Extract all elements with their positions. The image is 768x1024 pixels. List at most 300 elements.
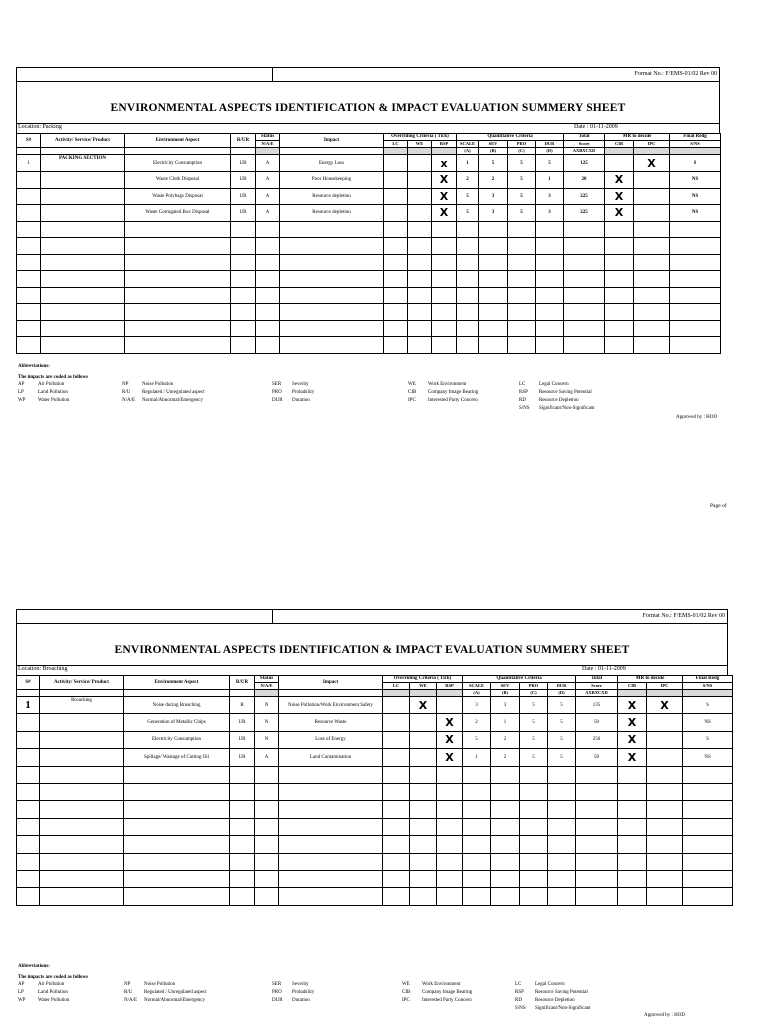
cell-lc bbox=[383, 801, 410, 818]
cell-activity: PACKING SECTION bbox=[41, 155, 125, 172]
abbreviations-grid bbox=[18, 981, 738, 1011]
cell-lc bbox=[384, 155, 408, 172]
cell-cib bbox=[618, 853, 647, 870]
cell-sev bbox=[479, 221, 508, 238]
cell-sn bbox=[17, 853, 40, 870]
cell-pro bbox=[520, 888, 548, 905]
cell-rur bbox=[231, 337, 256, 354]
abbr-entry bbox=[18, 381, 69, 389]
abbr-meaning: Legal Concern bbox=[535, 982, 565, 987]
cell-status bbox=[255, 818, 279, 835]
cell-cib: X bbox=[618, 714, 647, 731]
cell-final: S bbox=[683, 697, 733, 714]
table-row bbox=[17, 221, 721, 238]
cell-rur: UR bbox=[231, 188, 256, 205]
col-quant: Quantitative Criteria bbox=[463, 676, 576, 683]
abbr-code: RD bbox=[519, 398, 526, 403]
cell-final bbox=[670, 287, 721, 304]
cell-activity bbox=[41, 304, 125, 321]
abbr-meaning: Interested Party Concern bbox=[428, 398, 478, 403]
abbr-column bbox=[272, 381, 314, 405]
abbr-meaning: Regulated / Unregulated aspect bbox=[144, 990, 207, 995]
cell-rsp: X bbox=[432, 205, 457, 222]
col-pro-sub: (C) bbox=[520, 690, 548, 697]
cell-rsp bbox=[432, 238, 457, 255]
cell-we bbox=[410, 853, 437, 870]
cell-ipc bbox=[647, 783, 683, 800]
table-row bbox=[17, 188, 721, 205]
cell-aspect: Waste Polybags Disposal bbox=[125, 188, 231, 205]
cell-sn bbox=[17, 320, 41, 337]
cell-status: N bbox=[255, 697, 279, 714]
cell-scale bbox=[457, 337, 479, 354]
cell-dur bbox=[548, 870, 576, 887]
cell-we bbox=[410, 801, 437, 818]
abbreviations-heading: Abbreviations: bbox=[18, 364, 50, 369]
cell-rur: UR bbox=[230, 749, 255, 766]
col-we: WE bbox=[410, 683, 437, 690]
cell-status bbox=[255, 870, 279, 887]
cell-dur bbox=[536, 287, 564, 304]
cell-rur: UR bbox=[230, 731, 255, 748]
cell-lc bbox=[383, 749, 410, 766]
impacts-coded-label: The impacts are coded as follows bbox=[18, 975, 89, 980]
cell-dur: 3 bbox=[536, 205, 564, 222]
cell-pro bbox=[508, 271, 536, 288]
cell-lc bbox=[384, 337, 408, 354]
cell-rur bbox=[230, 870, 255, 887]
cell-ipc bbox=[647, 801, 683, 818]
cell-lc bbox=[384, 304, 408, 321]
cell-lc bbox=[384, 320, 408, 337]
cell-activity bbox=[40, 714, 124, 731]
cell-final bbox=[670, 304, 721, 321]
cell-status bbox=[255, 801, 279, 818]
cell-aspect bbox=[125, 287, 231, 304]
col-mr: MR to decide bbox=[605, 134, 670, 141]
cell-sn bbox=[17, 870, 40, 887]
cell-rur bbox=[230, 801, 255, 818]
cell-sev bbox=[479, 337, 508, 354]
cell-sn bbox=[17, 818, 40, 835]
abbr-code: N/A/E bbox=[122, 398, 136, 403]
cell-impact bbox=[280, 287, 384, 304]
cell-final bbox=[683, 818, 733, 835]
abbr-meaning: Company Image Bearing bbox=[428, 390, 479, 395]
cell-pro: 5 bbox=[508, 155, 536, 172]
location-label: Location: Packing bbox=[18, 124, 62, 130]
cell-rsp bbox=[437, 801, 463, 818]
table-row bbox=[17, 853, 733, 870]
abbr-meaning: Resource Saving Potential bbox=[535, 990, 588, 995]
table-row bbox=[17, 205, 721, 222]
cell-cib bbox=[605, 221, 634, 238]
col-final-sub: S/NS bbox=[670, 141, 721, 148]
col-cib: CIB bbox=[618, 683, 647, 690]
cell-pro bbox=[520, 853, 548, 870]
cell-lc bbox=[383, 783, 410, 800]
cell-sev: 3 bbox=[479, 188, 508, 205]
cell-status: A bbox=[256, 205, 280, 222]
cell-total bbox=[576, 870, 618, 887]
cell-status bbox=[256, 337, 280, 354]
cell-rsp: X bbox=[437, 731, 463, 748]
col-dur-sub: (D) bbox=[536, 148, 564, 155]
abbr-code: N/A/E bbox=[124, 998, 138, 1003]
cell-final bbox=[670, 337, 721, 354]
cell-impact bbox=[280, 337, 384, 354]
cell-we bbox=[408, 155, 432, 172]
cell-scale: 5 bbox=[457, 205, 479, 222]
cell-sev bbox=[491, 870, 520, 887]
cell-pro bbox=[520, 766, 548, 783]
cell-sn bbox=[17, 888, 40, 905]
evaluation-table bbox=[16, 675, 733, 906]
col-sev-sub: (B) bbox=[491, 690, 520, 697]
cell-sev bbox=[491, 818, 520, 835]
abbr-code: WP bbox=[18, 998, 26, 1003]
cell-pro bbox=[520, 836, 548, 853]
cell-total bbox=[564, 254, 605, 271]
cell-rsp bbox=[432, 254, 457, 271]
cell-rur bbox=[231, 320, 256, 337]
col-pro: PRO bbox=[508, 141, 536, 148]
cell-final: NS bbox=[670, 188, 721, 205]
abbr-code: PRO bbox=[272, 390, 282, 395]
cell-activity bbox=[40, 766, 124, 783]
cell-impact bbox=[279, 853, 383, 870]
cell-status bbox=[256, 320, 280, 337]
cell-sn bbox=[17, 238, 41, 255]
cell-total: 225 bbox=[564, 205, 605, 222]
cell-status bbox=[256, 221, 280, 238]
abbr-meaning: Significant/Non-Significant bbox=[539, 406, 595, 411]
col-rsp: RSP bbox=[432, 141, 457, 148]
col-ipc: IPC bbox=[634, 141, 670, 148]
cell-aspect bbox=[125, 254, 231, 271]
table-row bbox=[17, 714, 733, 731]
cell-impact bbox=[280, 254, 384, 271]
abbr-entry bbox=[408, 381, 478, 389]
cell-rur bbox=[231, 254, 256, 271]
cell-total bbox=[564, 221, 605, 238]
col-rsp: RSP bbox=[437, 683, 463, 690]
cell-lc bbox=[384, 221, 408, 238]
cell-final bbox=[683, 888, 733, 905]
cell-sn bbox=[17, 714, 40, 731]
cell-impact bbox=[279, 888, 383, 905]
cell-we bbox=[408, 238, 432, 255]
cell-scale bbox=[463, 870, 491, 887]
cell-rsp bbox=[432, 304, 457, 321]
cell-sev bbox=[479, 304, 508, 321]
table-row bbox=[17, 271, 721, 288]
cell-aspect bbox=[125, 238, 231, 255]
cell-dur bbox=[548, 783, 576, 800]
abbr-code: RD bbox=[515, 998, 522, 1003]
cell-we bbox=[408, 254, 432, 271]
abbr-code: IPC bbox=[402, 998, 410, 1003]
abbr-column bbox=[18, 981, 69, 1005]
abbr-entry bbox=[408, 389, 478, 397]
cell-impact: Noise Pollution/Work Environment Safety bbox=[279, 697, 383, 714]
cell-activity bbox=[40, 783, 124, 800]
cell-rur bbox=[230, 818, 255, 835]
cell-scale bbox=[457, 238, 479, 255]
cell-we: X bbox=[410, 697, 437, 714]
cell-status: A bbox=[255, 749, 279, 766]
table-row bbox=[17, 888, 733, 905]
cell-cib bbox=[618, 783, 647, 800]
cell-aspect bbox=[124, 818, 230, 835]
cell-rsp bbox=[437, 697, 463, 714]
cell-final bbox=[670, 271, 721, 288]
abbr-entry bbox=[124, 989, 207, 997]
cell-activity bbox=[40, 870, 124, 887]
cell-aspect bbox=[125, 221, 231, 238]
table-row bbox=[17, 783, 733, 800]
cell-activity bbox=[40, 801, 124, 818]
cell-lc bbox=[383, 714, 410, 731]
table-row bbox=[17, 731, 733, 748]
cell-impact bbox=[280, 271, 384, 288]
cell-sn bbox=[17, 337, 41, 354]
abbr-code: LP bbox=[18, 390, 24, 395]
abbr-code: WE bbox=[402, 982, 410, 987]
col-dur-sub: (D) bbox=[548, 690, 576, 697]
abbr-code: LC bbox=[519, 382, 526, 387]
abbr-meaning: Probability bbox=[292, 990, 315, 995]
col-quant: Quantitative Criteria bbox=[457, 134, 564, 141]
abbr-code: NP bbox=[124, 982, 131, 987]
cell-activity bbox=[41, 287, 125, 304]
cell-impact bbox=[280, 320, 384, 337]
abbr-code: SER bbox=[272, 382, 282, 387]
cell-dur bbox=[536, 271, 564, 288]
cell-lc bbox=[384, 188, 408, 205]
cell-sn bbox=[17, 172, 41, 189]
abbr-entry bbox=[122, 381, 205, 389]
cell-rur bbox=[230, 853, 255, 870]
abbr-code: LC bbox=[515, 982, 522, 987]
cell-lc bbox=[384, 172, 408, 189]
cell-scale bbox=[457, 254, 479, 271]
table-row bbox=[17, 749, 733, 766]
cell-we bbox=[410, 870, 437, 887]
cell-ipc bbox=[634, 337, 670, 354]
cell-sn bbox=[17, 749, 40, 766]
cell-rur: UR bbox=[231, 155, 256, 172]
abbr-column bbox=[124, 981, 207, 1005]
cell-we bbox=[408, 172, 432, 189]
cell-status: N bbox=[255, 731, 279, 748]
cell-aspect: Noise during Broaching bbox=[124, 697, 230, 714]
cell-sev bbox=[491, 836, 520, 853]
cell-rur bbox=[231, 238, 256, 255]
sheet-header bbox=[16, 67, 720, 133]
cell-we bbox=[408, 337, 432, 354]
cell-total: 50 bbox=[576, 714, 618, 731]
cell-total bbox=[576, 801, 618, 818]
cell-aspect bbox=[125, 304, 231, 321]
cell-dur bbox=[548, 766, 576, 783]
cell-scale bbox=[457, 221, 479, 238]
col-aspect: Environment Aspect bbox=[124, 676, 230, 690]
col-activity: Activity/ Service/ Product bbox=[41, 134, 125, 148]
abbr-column bbox=[519, 381, 595, 413]
abbr-meaning: Water Pollution bbox=[38, 398, 70, 403]
table-row bbox=[17, 766, 733, 783]
evaluation-table bbox=[16, 133, 721, 354]
col-final: Final Redg bbox=[670, 134, 721, 141]
col-total-score: Score bbox=[564, 141, 605, 148]
abbr-entry bbox=[272, 981, 314, 989]
cell-total bbox=[576, 783, 618, 800]
abbr-meaning: Legal Concern bbox=[539, 382, 569, 387]
cell-total bbox=[564, 238, 605, 255]
cell-dur bbox=[536, 254, 564, 271]
col-final-sub: S/NS bbox=[683, 683, 733, 690]
table-row bbox=[17, 254, 721, 271]
abbr-meaning: Duration bbox=[292, 998, 310, 1003]
abbr-column bbox=[18, 381, 69, 405]
col-total-formula: AXBXCXD bbox=[564, 148, 605, 155]
cell-total bbox=[576, 836, 618, 853]
table-row bbox=[17, 238, 721, 255]
cell-final: S bbox=[683, 731, 733, 748]
cell-final: NS bbox=[670, 172, 721, 189]
cell-total bbox=[576, 888, 618, 905]
cell-dur: 1 bbox=[536, 172, 564, 189]
cell-lc bbox=[384, 271, 408, 288]
abbr-meaning: Normal/Abnormal/Emergency bbox=[144, 998, 206, 1003]
cell-status bbox=[255, 888, 279, 905]
abbr-entry bbox=[515, 1005, 591, 1013]
abbr-column bbox=[402, 981, 472, 1005]
cell-status: N bbox=[255, 714, 279, 731]
abbr-entry bbox=[519, 389, 595, 397]
col-total: Total bbox=[576, 676, 618, 683]
cell-activity bbox=[41, 188, 125, 205]
table-row bbox=[17, 870, 733, 887]
cell-sev: 3 bbox=[491, 697, 520, 714]
abbr-meaning: Severity bbox=[292, 982, 309, 987]
cell-scale: 1 bbox=[463, 749, 491, 766]
cell-dur bbox=[536, 304, 564, 321]
abbr-entry bbox=[515, 997, 591, 1005]
cell-status: A bbox=[256, 155, 280, 172]
cell-impact: Resource depletion bbox=[280, 188, 384, 205]
table-row bbox=[17, 697, 733, 714]
cell-rur bbox=[230, 783, 255, 800]
abbr-meaning: Normal/Abnormal/Emergency bbox=[142, 398, 204, 403]
cell-cib bbox=[618, 888, 647, 905]
abbr-entry bbox=[402, 981, 472, 989]
cell-status bbox=[256, 254, 280, 271]
cell-pro: 5 bbox=[520, 697, 548, 714]
cell-lc bbox=[383, 836, 410, 853]
cell-cib: X bbox=[618, 749, 647, 766]
cell-cib bbox=[605, 155, 634, 172]
cell-sev: 2 bbox=[491, 731, 520, 748]
cell-impact bbox=[279, 766, 383, 783]
abbr-code: WP bbox=[18, 398, 26, 403]
cell-cib: X bbox=[618, 731, 647, 748]
cell-ipc bbox=[634, 205, 670, 222]
cell-rsp: X bbox=[432, 172, 457, 189]
cell-pro bbox=[508, 304, 536, 321]
cell-impact bbox=[279, 818, 383, 835]
cell-lc bbox=[384, 205, 408, 222]
cell-impact: Resource depletion bbox=[280, 205, 384, 222]
cell-activity bbox=[41, 254, 125, 271]
cell-dur bbox=[548, 801, 576, 818]
abbr-entry bbox=[402, 989, 472, 997]
abbr-code: NP bbox=[122, 382, 129, 387]
abbr-meaning: Severity bbox=[292, 382, 309, 387]
col-final: Final Redg bbox=[683, 676, 733, 683]
cell-rsp bbox=[432, 287, 457, 304]
cell-impact bbox=[279, 870, 383, 887]
cell-pro bbox=[508, 238, 536, 255]
cell-scale bbox=[463, 836, 491, 853]
col-sn: S# bbox=[17, 676, 40, 690]
abbreviations-2 bbox=[18, 964, 738, 1011]
cell-status: A bbox=[256, 172, 280, 189]
cell-cib bbox=[605, 320, 634, 337]
abbr-entry bbox=[519, 397, 595, 405]
abbr-entry bbox=[272, 997, 314, 1005]
abbr-entry bbox=[18, 981, 69, 989]
abbr-code: DUR bbox=[272, 998, 283, 1003]
abbr-meaning: Significant/Non-Significant bbox=[535, 1006, 591, 1011]
cell-rsp bbox=[437, 870, 463, 887]
col-total-score: Score bbox=[576, 683, 618, 690]
abbr-entry bbox=[18, 989, 69, 997]
cell-ipc bbox=[647, 749, 683, 766]
cell-sn: 1 bbox=[17, 697, 40, 714]
cell-aspect bbox=[124, 888, 230, 905]
cell-pro: 5 bbox=[508, 172, 536, 189]
approved-by: Approved by : HOD bbox=[676, 415, 717, 420]
cell-rsp: X bbox=[437, 714, 463, 731]
abbr-meaning: Land Pollution bbox=[38, 990, 68, 995]
cell-dur bbox=[536, 337, 564, 354]
cell-we bbox=[410, 731, 437, 748]
cell-aspect bbox=[124, 853, 230, 870]
cell-sn bbox=[17, 836, 40, 853]
cell-final: NS bbox=[683, 714, 733, 731]
cell-dur bbox=[548, 836, 576, 853]
cell-rur bbox=[230, 836, 255, 853]
cell-sn bbox=[17, 731, 40, 748]
cell-scale bbox=[463, 801, 491, 818]
cell-aspect: Electricity Consumption bbox=[124, 731, 230, 748]
col-mr: MR to decide bbox=[618, 676, 683, 683]
abbr-entry bbox=[272, 397, 314, 405]
cell-pro: 5 bbox=[520, 731, 548, 748]
cell-lc bbox=[384, 238, 408, 255]
abbr-meaning: Noise Pollution bbox=[144, 982, 176, 987]
table-row bbox=[17, 155, 721, 172]
col-overriding: Overriding Criteria ( Tick) bbox=[384, 134, 457, 141]
abbr-meaning: Resource Depletion bbox=[539, 398, 579, 403]
cell-scale bbox=[457, 287, 479, 304]
cell-dur bbox=[536, 320, 564, 337]
cell-total bbox=[576, 766, 618, 783]
abbr-entry bbox=[18, 397, 69, 405]
cell-cib bbox=[605, 337, 634, 354]
